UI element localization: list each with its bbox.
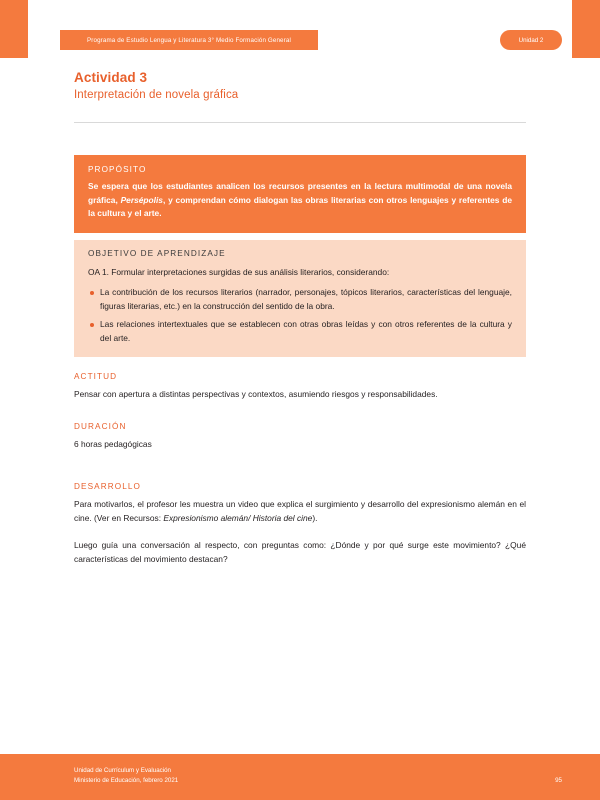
footer-credits [74,766,178,786]
duration-section [74,422,526,452]
page-title [74,70,526,101]
objective-label: OBJETIVO DE APRENDIZAJE [88,249,226,258]
purpose-text-part1: Se espera que los estudiantes analicen los recursos presentes en la lectura multimodal de una novela gráfica, [88,181,512,205]
purpose-text [88,180,512,221]
title-divider [74,122,526,123]
attitude-section [74,372,526,402]
development-text [74,498,526,566]
development-section [74,482,526,566]
footer-line-1: Unidad de Currículum y Evaluación [74,767,171,775]
development-p1-part2: ). [312,512,318,523]
duration-label: DURACIÓN [74,422,127,431]
development-label: DESARROLLO [74,482,141,491]
attitude-label: ACTITUD [74,372,118,381]
activity-subtitle: Interpretación de novela gráfica [74,89,239,101]
development-paragraph-1 [74,498,526,526]
development-p1-part1: Para motivarlos, el profesor les muestra un video que explica el surgimiento y desarrollo del expresionismo alemán en el cine. (Ver en Recursos: [74,499,526,523]
purpose-section [74,155,526,233]
unit-badge: Unidad 2 [500,30,562,50]
purpose-label: PROPÓSITO [88,165,147,174]
footer-line-2: Ministerio de Educación, febrero 2021 [74,777,179,785]
purpose-text-part2: , y comprendan cómo dialogan las obras literarias con otros lenguajes y referentes de la cultura y el arte. [88,194,512,219]
footer [74,766,562,786]
header-banner: Programa de Estudio Lengua y Literatura 3° Medio Formación General [60,30,318,50]
list-item: La contribución de los recursos literarios (narrador, personajes, tópicos literarios, características del lenguaje, figuras literarias, etc.) en la construcción del sentido de la obra. [88,286,512,313]
activity-title: Actividad 3 [74,70,148,85]
objective-intro: OA 1. Formular interpretaciones surgidas de sus análisis literarios, considerando: [88,267,390,277]
attitude-text: Pensar con apertura a distintas perspectivas y contextos, asumiendo riesgos y responsabilidades. [74,389,438,399]
development-paragraph-2: Luego guía una conversación al respecto, con preguntas como: ¿Dónde y por qué surge este movimiento? ¿Qué características del movimiento destacan? [74,539,526,564]
development-p1-italic: Expresionismo alemán/ Historia del cine [163,512,313,523]
top-left-accent-bar [0,0,28,58]
objective-section [74,240,526,357]
duration-text: 6 horas pedagógicas [74,439,152,449]
objective-list [88,286,512,345]
purpose-text-italic: Persépolis [120,194,163,205]
list-item: Las relaciones intertextuales que se establecen con otras obras leídas y con otros referentes de la cultura y del arte. [88,318,512,345]
page-number: 95 [555,777,562,785]
top-right-accent-bar [572,0,600,58]
